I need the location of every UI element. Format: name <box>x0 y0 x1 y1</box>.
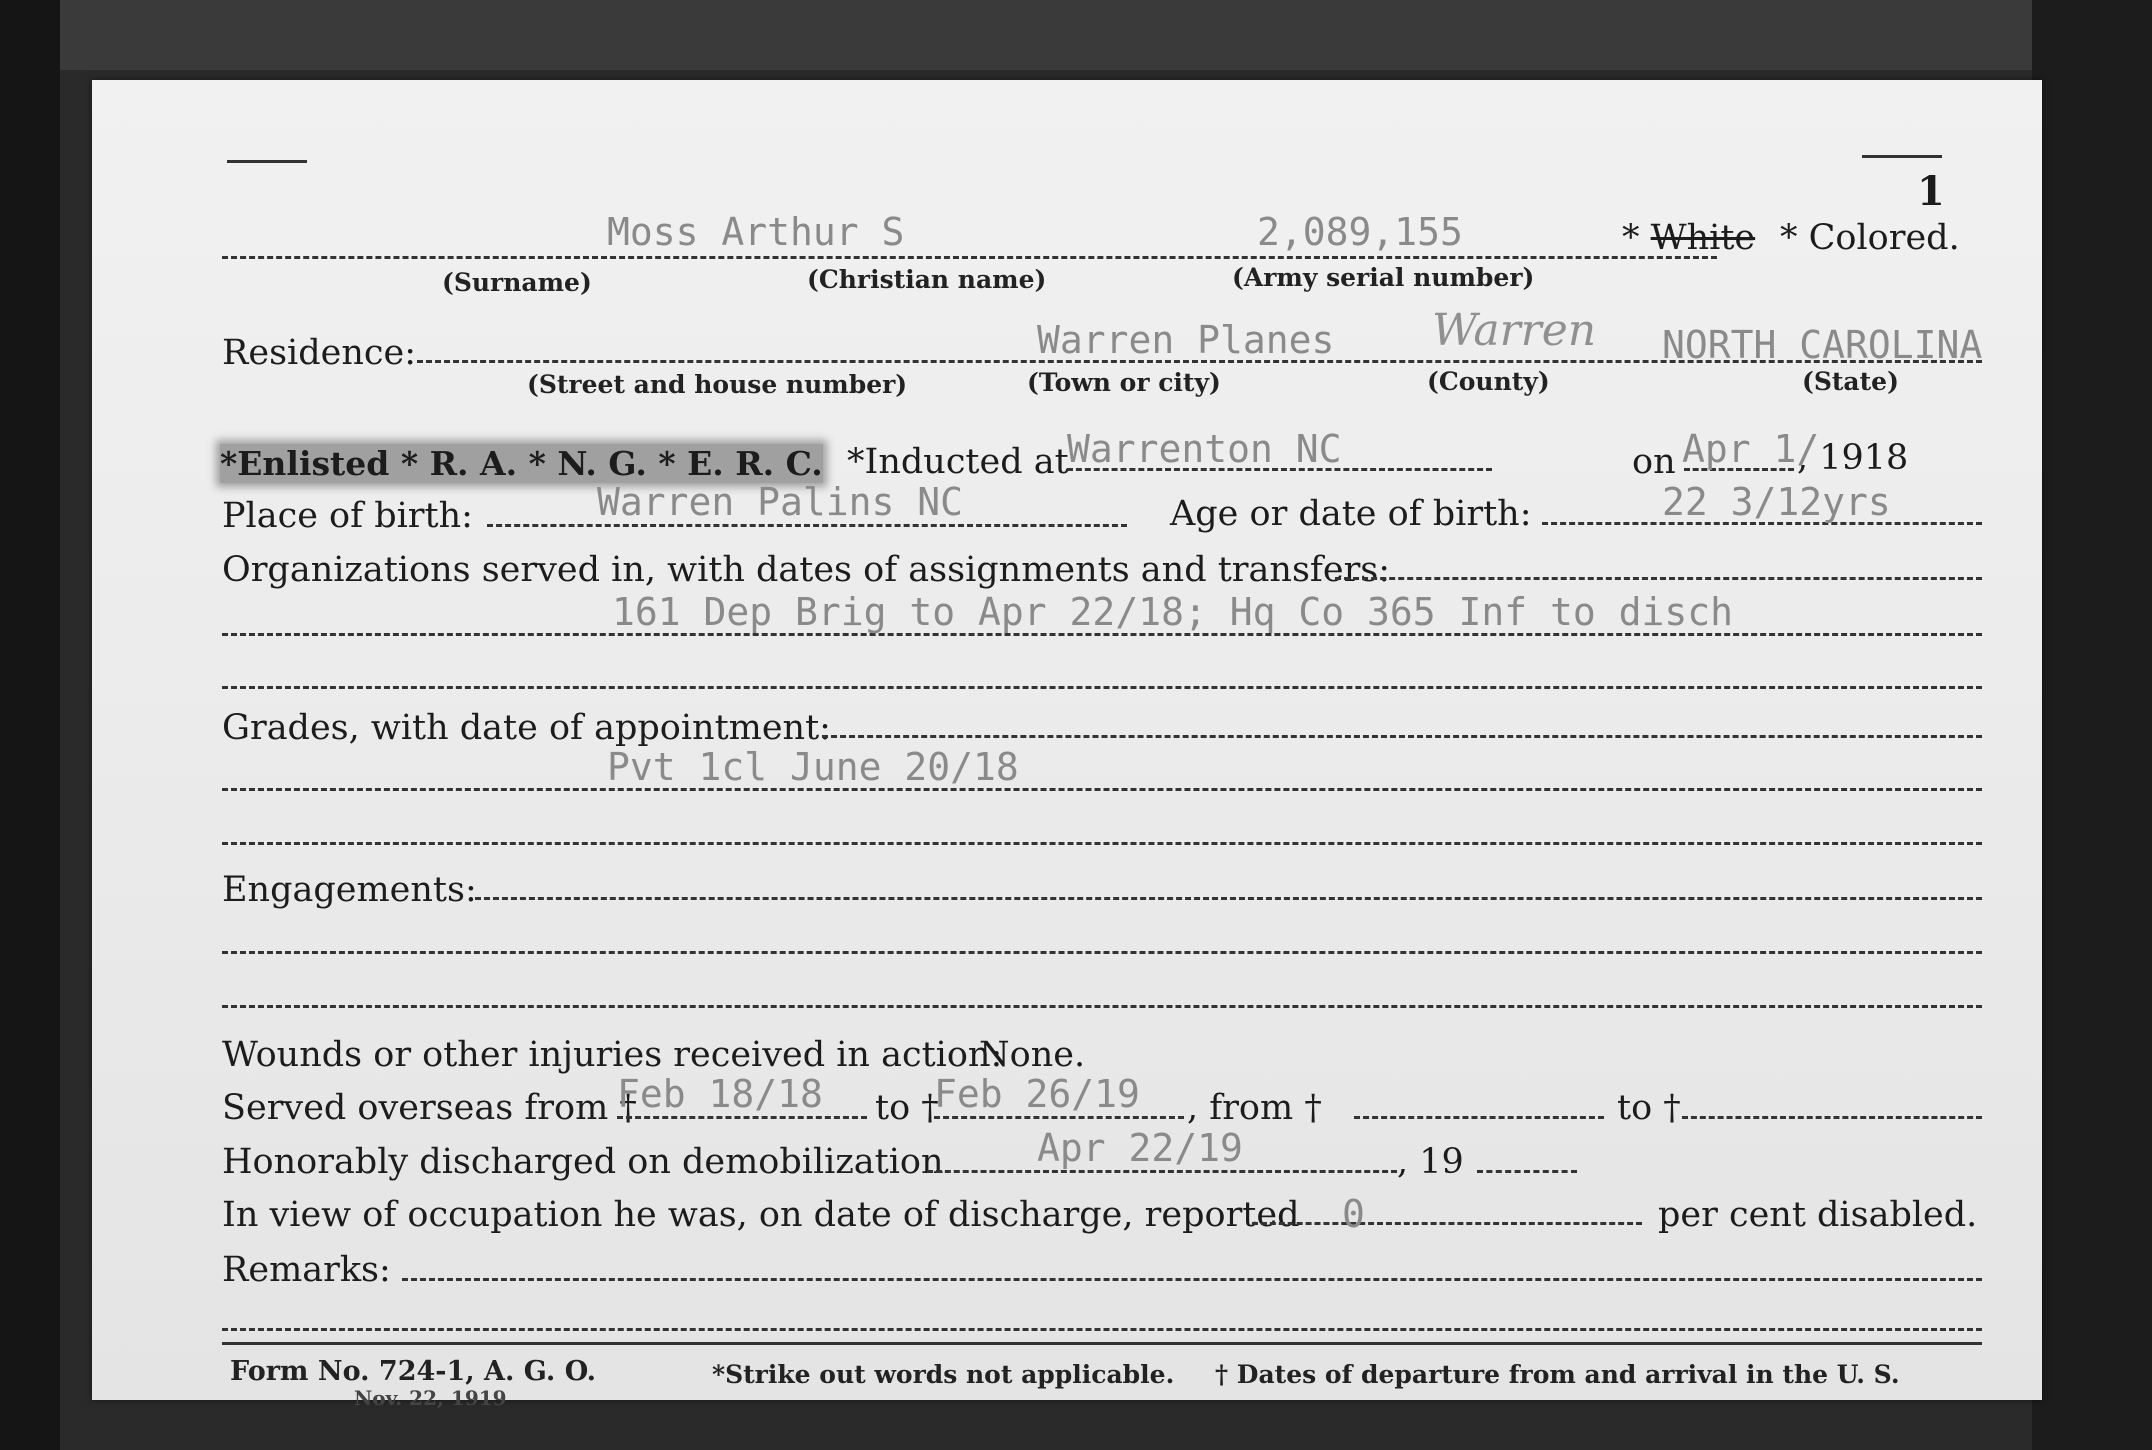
disability-line <box>1252 1222 1642 1225</box>
service-record-card <box>92 80 2042 1410</box>
race-colored: * Colored. <box>1780 218 1960 258</box>
top-left-rule <box>227 160 307 163</box>
county-caption: (County) <box>1427 367 1550 396</box>
inducted-year: , 1918 <box>1797 438 1909 478</box>
wounds-value: None. <box>979 1035 1086 1075</box>
surname-value: Moss Arthur S <box>607 210 905 254</box>
name-line <box>222 256 1717 259</box>
age-label: Age or date of birth: <box>1170 494 1532 534</box>
wounds-label: Wounds or other injuries received in action: <box>222 1035 1003 1075</box>
form-date: Nov. 22, 1919 <box>354 1386 507 1410</box>
state-caption: (State) <box>1802 367 1899 396</box>
place-of-birth-value: Warren Palins NC <box>597 480 964 524</box>
overseas-to-line <box>934 1116 1184 1119</box>
overseas-from2-label: , from † <box>1187 1088 1322 1128</box>
overseas-from-line <box>617 1116 867 1119</box>
overseas-from-label: Served overseas from † <box>222 1088 637 1128</box>
on-label: on <box>1632 442 1676 482</box>
discharge-year-label: , 19 <box>1397 1142 1464 1182</box>
place-of-birth-line <box>487 524 1127 527</box>
overseas-to2-label: to † <box>1617 1088 1681 1128</box>
discharge-label: Honorably discharged on demobilization <box>222 1142 944 1182</box>
engagements-line-2 <box>222 951 1982 954</box>
disability-suffix: per cent disabled. <box>1658 1195 1978 1235</box>
race-white-label: White <box>1650 218 1756 258</box>
disability-value: 0 <box>1342 1192 1365 1236</box>
grades-label: Grades, with date of appointment: <box>222 708 831 748</box>
residence-town-value: Warren Planes <box>1037 318 1335 362</box>
street-caption: (Street and house number) <box>527 370 908 399</box>
scanner-background-top <box>0 0 2152 70</box>
remarks-label: Remarks: <box>222 1250 391 1290</box>
remarks-line-1 <box>402 1278 1982 1281</box>
organizations-line-3 <box>222 686 1982 689</box>
engagements-line-1 <box>475 897 1982 900</box>
inducted-date-value: Apr 1/ <box>1682 427 1820 471</box>
enlisted-options-text: *Enlisted * R. A. * N. G. * E. R. C. <box>220 444 823 483</box>
scanner-background-right <box>2032 0 2152 1450</box>
enlisted-options <box>220 444 823 483</box>
overseas-from2-line <box>1354 1116 1604 1119</box>
race-white <box>1622 218 1755 258</box>
race-white-mark: * <box>1622 218 1640 258</box>
town-caption: (Town or city) <box>1027 368 1221 397</box>
organizations-line-1 <box>1335 577 1982 580</box>
disability-label: In view of occupation he was, on date of discharge, reported <box>222 1195 1300 1235</box>
christian-caption: (Christian name) <box>807 265 1047 294</box>
overseas-from-value: Feb 18/18 <box>617 1072 823 1116</box>
discharge-line <box>927 1170 1397 1173</box>
residence-county-value: Warren <box>1432 305 1597 356</box>
serial-value: 2,089,155 <box>1257 210 1463 254</box>
age-value: 22 3/12yrs <box>1662 480 1891 524</box>
grades-value: Pvt 1cl June 20/18 <box>607 745 1019 789</box>
overseas-to-value: Feb 26/19 <box>934 1072 1140 1116</box>
serial-caption: (Army serial number) <box>1232 263 1535 292</box>
grades-line-3 <box>222 842 1982 845</box>
overseas-to-label: to † <box>875 1088 939 1128</box>
overseas-to2-line <box>1682 1116 1982 1119</box>
remarks-line-2 <box>222 1328 1982 1331</box>
surname-caption: (Surname) <box>442 268 592 297</box>
inducted-value: Warrenton NC <box>1067 427 1342 471</box>
dates-note: † Dates of departure from and arrival in the U. S. <box>1215 1360 1900 1389</box>
grades-line-1 <box>822 735 1982 738</box>
scanner-background-left <box>0 0 60 1450</box>
discharge-value: Apr 22/19 <box>1037 1126 1243 1170</box>
inducted-label: *Inducted at <box>847 442 1069 482</box>
place-of-birth-label: Place of birth: <box>222 496 473 536</box>
residence-label: Residence: <box>222 333 416 373</box>
residence-state-value: NORTH CAROLINA <box>1662 323 1983 367</box>
strike-out-note: *Strike out words not applicable. <box>712 1360 1175 1389</box>
footer-rule <box>222 1342 1982 1345</box>
organizations-value: 161 Dep Brig to Apr 22/18; Hq Co 365 Inf to disch <box>612 590 1734 634</box>
grades-line-2 <box>222 788 1982 791</box>
top-right-rule <box>1862 155 1942 158</box>
engagements-label: Engagements: <box>222 870 477 910</box>
organizations-label: Organizations served in, with dates of assignments and transfers: <box>222 550 1391 590</box>
discharge-year-line <box>1477 1170 1577 1173</box>
page-number: 1 <box>1917 168 1945 215</box>
form-number: Form No. 724-1, A. G. O. <box>230 1356 597 1387</box>
engagements-line-3 <box>222 1005 1982 1008</box>
